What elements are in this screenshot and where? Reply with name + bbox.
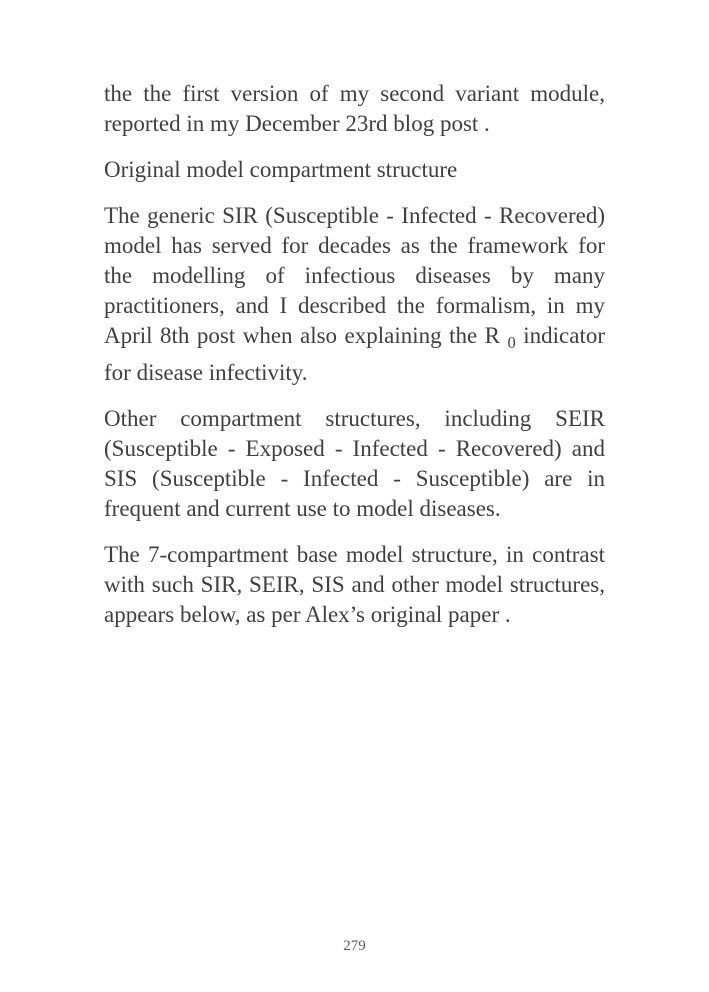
section-heading bbox=[104, 155, 605, 185]
sir-model-paragraph bbox=[104, 201, 605, 388]
text-line: frequent and current use to model diseases. bbox=[104, 495, 501, 521]
text-line: practitioners, and I described the formalism, in my bbox=[104, 293, 605, 318]
text-line: Other compartment structures, including SEIR bbox=[104, 405, 605, 431]
text-line: model has served for decades as the framework for bbox=[104, 233, 605, 258]
text-line: The generic SIR (Susceptible - Infected - Recovered) bbox=[104, 203, 605, 228]
text-line bbox=[104, 321, 605, 358]
other-structures-paragraph bbox=[104, 404, 605, 524]
text-line: the the first version of my second variant module, bbox=[104, 81, 605, 106]
text-line: with such SIR, SEIR, SIS and other model structures, bbox=[104, 571, 605, 597]
text-line: for disease infectivity. bbox=[104, 359, 308, 385]
text-run: indicator bbox=[515, 323, 605, 348]
text-line: reported in my December 23rd blog post . bbox=[104, 111, 490, 136]
text-run: April 8th post when also explaining the R bbox=[104, 323, 508, 348]
text-line: SIS (Susceptible - Infected - Susceptible) are in bbox=[104, 465, 605, 491]
page-number: 279 bbox=[343, 938, 366, 954]
text-line: appears below, as per Alex’s original paper . bbox=[104, 601, 511, 627]
text-line: The 7-compartment base model structure, in contrast bbox=[104, 541, 605, 567]
text-line: the modelling of infectious diseases by many bbox=[104, 263, 605, 288]
seven-compartment-paragraph bbox=[104, 540, 605, 630]
text-line: Original model compartment structure bbox=[104, 157, 458, 182]
subscript-zero: 0 bbox=[507, 332, 516, 352]
intro-paragraph bbox=[104, 79, 605, 139]
text-line: (Susceptible - Exposed - Infected - Recovered) and bbox=[104, 435, 605, 461]
page-content bbox=[104, 79, 605, 646]
